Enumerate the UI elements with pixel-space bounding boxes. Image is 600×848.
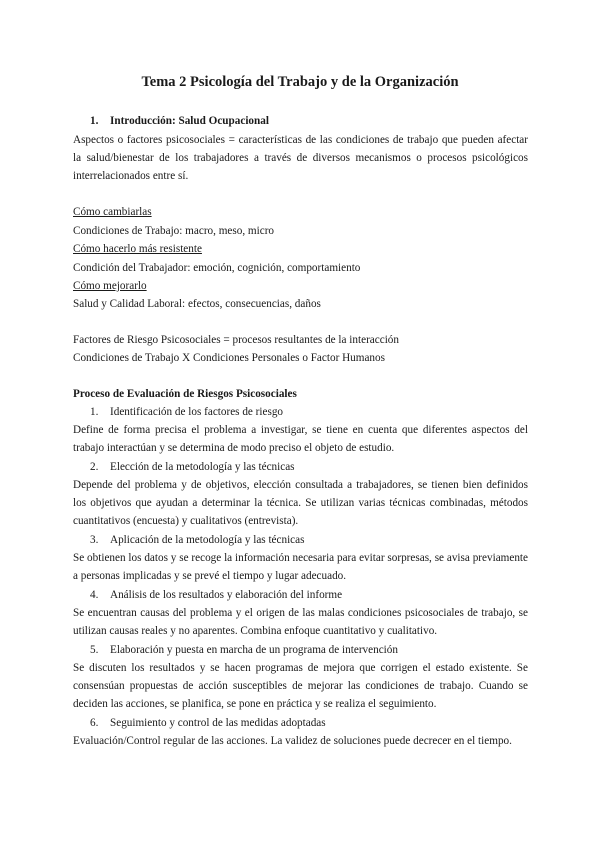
change-text: Condiciones de Trabajo: macro, meso, micro [73,225,275,237]
step-title-text: Aplicación de la metodología y las técnicas [110,534,305,546]
step-text-line: Se encuentran causas del problema y el origen de las malas condiciones psicosociales de trabajo, se [73,607,528,619]
step-title-text: Identificación de los factores de riesgo [110,406,284,418]
step-title [90,533,545,547]
step-text-line: Depende del problema y de objetivos, elección consultada a trabajadores, se tienen bien definidos [73,479,528,491]
step-title-text: Elaboración y puesta en marcha de un programa de intervención [110,644,398,656]
step-number: 5. [90,644,99,656]
step-text-line: Se obtienen los datos y se recoge la información necesaria para evitar sorpresas, se avisa previamente [73,552,528,564]
intro-definition-line: la salud/bienestar de los trabajadores a través de diversos mecanismos o procesos psicológicos [73,152,528,164]
improve-text: Salud y Calidad Laboral: efectos, consecuencias, daños [73,298,321,310]
intro-definition-line: Aspectos o factores psicosociales = características de las condiciones de trabajo que pueden afectar [73,134,528,146]
step-text-line: los objetivos que ayudan a determinar la técnica. Se utilizan varias técnicas combinadas, métodos [73,497,528,509]
factors-line: Condiciones de Trabajo X Condiciones Personales o Factor Humanos [73,352,385,364]
step-text-line: Evaluación/Control regular de las acciones. La validez de soluciones puede decrecer en el tiempo. [73,735,512,747]
step-title [90,588,545,602]
step-text-line: a personas implicadas y se prevé el tiempo y lugar adecuado. [73,570,347,582]
factors-line: Factores de Riesgo Psicosociales = procesos resultantes de la interacción [73,334,399,346]
step-title [90,460,545,474]
step-title-text: Seguimiento y control de las medidas adoptadas [110,717,326,729]
resist-label: Cómo hacerlo más resistente [73,243,202,255]
intro-heading-text: Introducción: Salud Ocupacional [110,115,269,127]
page-title: Tema 2 Psicología del Trabajo y de la Organización [141,74,459,90]
step-number: 3. [90,534,99,546]
intro-heading-number: 1. [90,115,99,127]
improve-label: Cómo mejorarlo [73,280,147,292]
step-number: 4. [90,589,99,601]
process-heading: Proceso de Evaluación de Riesgos Psicosociales [73,388,297,400]
step-title-text: Análisis de los resultados y elaboración del informe [110,589,343,601]
step-number: 2. [90,461,99,473]
step-title [90,643,545,657]
step-text-line: cuantitativos (encuesta) y cualitativos (entrevista). [73,515,299,527]
intro-heading [90,114,545,128]
step-text-line: Define de forma precisa el problema a investigar, se tiene en cuenta que diferentes aspectos del [73,424,528,436]
step-number: 1. [90,406,99,418]
step-title-text: Elección de la metodología y las técnicas [110,461,295,473]
step-title [90,716,545,730]
resist-text: Condición del Trabajador: emoción, cognición, comportamiento [73,262,361,274]
step-number: 6. [90,717,99,729]
step-text-line: Se discuten los resultados y se hacen programas de mejora que corrigen el estado existente. Se [73,662,528,674]
intro-definition-line: interrelacionados entre sí. [73,170,189,182]
step-title [90,405,545,419]
step-text-line: utilizan causas reales y no aparentes. Combina enfoque cuantitativo y cualitativo. [73,625,438,637]
step-text-line: consensúan propuestas de acción susceptibles de mejorar las condiciones de trabajo. Cuando se [73,680,528,692]
step-text-line: deciden las acciones, se planifica, se pone en práctica y se realiza el seguimiento. [73,698,437,710]
change-label: Cómo cambiarlas [73,206,152,218]
step-text-line: trabajo interactúan y se determina de modo preciso el objeto de estudio. [73,442,395,454]
